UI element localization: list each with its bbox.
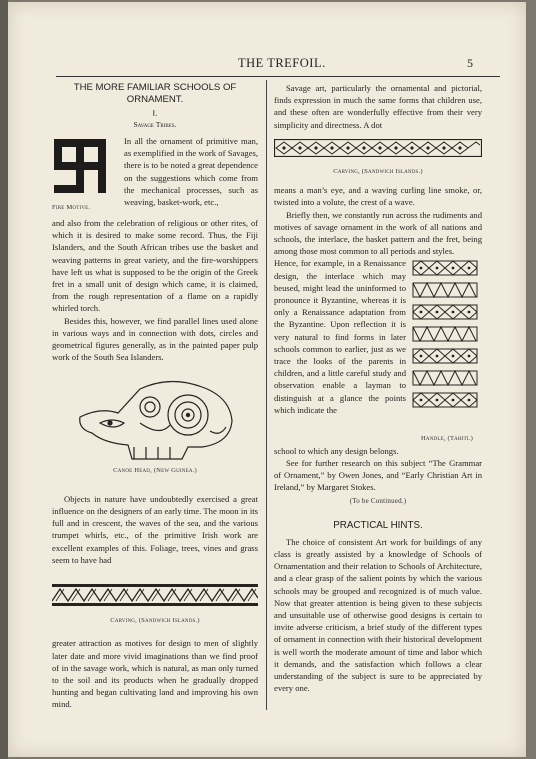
carving-zigzag-band: [52, 584, 258, 606]
section-number: I.: [152, 108, 158, 118]
to-be-continued: (To be Continued.): [349, 496, 407, 505]
paragraph-later-date: greater attraction as motives for design to men of slightly later date and more vivid imaginations than we find proof of in the savage work, which is natural, as man only turned to the soil and its products when he gradually dropped hunting and began cultivating land and improving his own mind.: [52, 638, 258, 710]
paragraph-parallel-lines: Besides this, however, we find parallel lines used alone in various ways and in connection with dots, circles and geometrical figures generally, as in the painted paper pulp work of the South Sea Islanders.: [52, 315, 258, 363]
handle-caption: Handle, (Tahiti.): [420, 434, 474, 442]
practical-hints-heading: PRACTICAL HINTS.: [333, 519, 423, 531]
carving-caption-right: Carving, (Sandwich Islands.): [333, 168, 423, 176]
canoe-head-figure: [52, 377, 258, 476]
canoe-head-caption: Canoe Head, (New Guinea.): [113, 466, 197, 474]
paragraph-renaissance: Hence, for example, in a Renaissance design, the interlace which may beused, might lead the uninformed to pronounce it Byzantine, whereas it is only a Renaissance adaptation from the Byzantine. Upon reflection it is very natural to find forms in later schools common to earlier, just as we trace the looks of the parents in children, and a little careful study and observation enable a layman to distinguish at a glance the points which indicate the: [274, 258, 406, 415]
paragraph-dot-eye: means a man’s eye, and a waving curling line smoke, or, twisted into a volute, the crest of a wave.: [274, 185, 482, 208]
page-sheet: [8, 2, 526, 757]
fire-motive-figure: [52, 135, 116, 217]
paragraph-school-belongs: school to which any design belongs.: [274, 445, 399, 456]
header-rule: [56, 76, 500, 77]
carving-diamond-band: [274, 139, 482, 157]
carving-band-figure-right: [274, 139, 482, 178]
paragraph-practical-hints: The choice of consistent Art work for buildings of any class is greatly assisted by a knowledge of Schools of Ornamentation and their relation to Schools of Architecture, and a clear grasp of the salient points by which the various schools may be grouped and recognized is of much value. Now that greater attention is being given to these subjects and unsuitable use of otherwise good designs is certain to invite adverse criticism, a brief study of the different types of ornament in connection with their historical development is well worth the moderate amount of time and labor which it demands, and the satisfaction which follows a clear understanding of the subject is sure to be appreciated by every one.: [274, 536, 482, 694]
article-heading: THE MORE FAMILIAR SCHOOLS OF ORNAMENT.: [73, 82, 237, 105]
paragraph-briefly: Briefly then, we constantly run across the rudiments and motives of savage ornament in the work of all nations and schools, the interlace, the basket pattern and the fret, being among those most common to all periods and styles.: [274, 209, 482, 257]
paragraph-nature: Objects in nature have undoubtedly exercised a great influence on the designers of an early time. The moon in its full and in crescent, the waves of the sea, and the various trumpet whirls, etc., of the primitive Irish work are excellent examples of this. Foliage, trees, vines and grass seem to have had: [52, 493, 258, 565]
tahiti-handle-carving: [412, 259, 478, 427]
paragraph-further-research: See for further research on this subject “The Grammar of Ornament,” by Owen Jones, and “Early Christian Art in Ireland,” by Margaret Stokes.: [274, 458, 482, 493]
section-subheading: Savage Tribes.: [133, 120, 177, 129]
handle-figure: [412, 259, 482, 444]
running-head-title: THE TREFOIL.: [238, 56, 326, 70]
column-rule: [266, 80, 267, 710]
paragraph-rites: and also from the celebration of religious or other rites, of which it is desired to make some record. Thus, the Fiji Islanders, and the South African tribes use the basket and weaving patterns in great variety, and the fire-worshippers have left us what is supposed to be the origin of the Greek fret in a small unit of design which came, it is claimed, from the rough representation of a flame on a rapidly whirled torch.: [52, 218, 258, 314]
carving-band-figure-left: [52, 584, 258, 627]
binding-edge: [0, 0, 8, 759]
right-column: [274, 82, 482, 695]
paragraph-primitive-man: In all the ornament of primitive man, as exemplified in the work of Savages, there is to be noted a great dependence on the suggestions which come from the mechanical processes, such as weaving, basket-work, etc.,: [124, 136, 258, 208]
fire-motive-swastika: [52, 135, 108, 197]
paragraph-savage-art: Savage art, particularly the ornamental and pictorial, finds expression in much the same forms that children use, and these often are wonderfully effective from their very simplicity and directness. A dot: [274, 83, 482, 130]
canoe-head-carving: [70, 377, 240, 461]
page-number: 5: [467, 56, 473, 70]
carving-caption-left: Carving, (Sandwich Islands.): [110, 617, 200, 625]
left-column: [52, 82, 258, 711]
fire-motive-caption: Fire Motive.: [52, 204, 91, 212]
